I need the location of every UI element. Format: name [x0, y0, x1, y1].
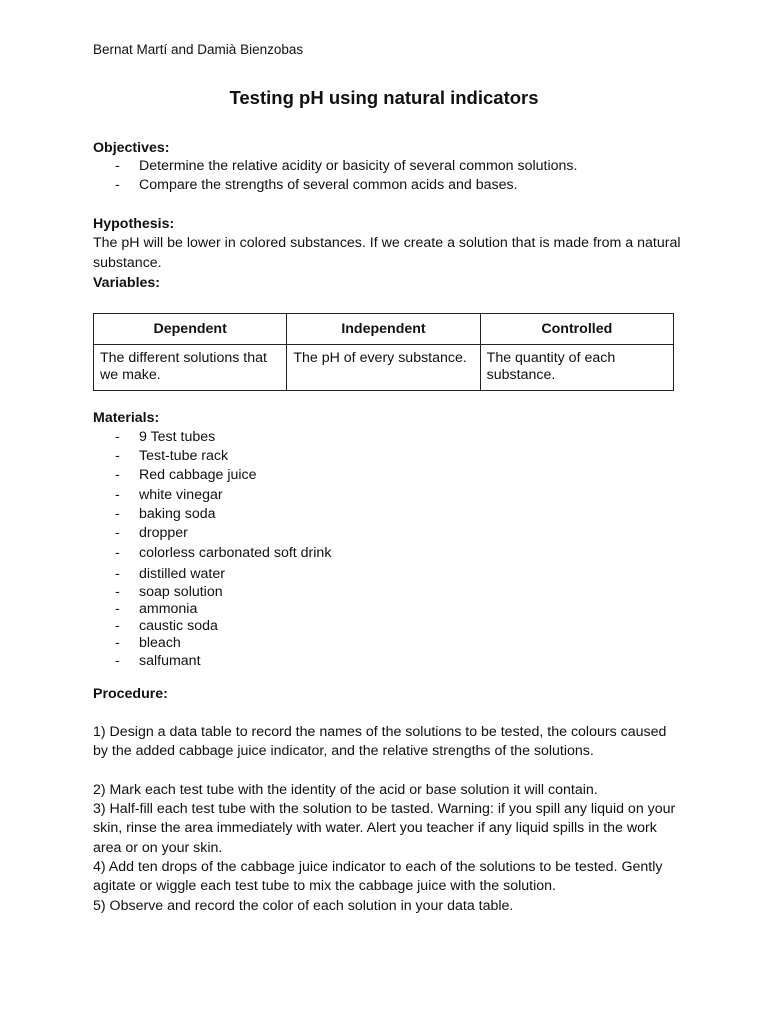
bullet-dash: - — [115, 505, 120, 522]
table-cell: The pH of every substance. — [287, 345, 480, 391]
bullet-dash: - — [115, 448, 120, 465]
variables-heading: Variables: — [93, 275, 161, 291]
procedure-step: 3) Half-fill each test tube with the solution to be tasted. Warning: if you spill any liquid on your skin, rinse the area immediately with water. Alert you teacher if any liquid spills in the work area or on your skin. — [93, 801, 676, 856]
list-item — [93, 157, 577, 176]
list-item — [93, 486, 331, 505]
procedure-step: 5) Observe and record the color of each solution in your data table. — [93, 898, 514, 914]
bullet-dash: - — [115, 158, 120, 174]
table-cell: The different solutions that we make. — [94, 345, 287, 391]
variables-table — [93, 313, 674, 391]
bullet-dash: - — [115, 618, 120, 635]
list-item — [93, 176, 577, 195]
list-item-text: colorless carbonated soft drink — [139, 545, 332, 562]
table-row — [94, 345, 674, 391]
list-item-text: white vinegar — [139, 486, 223, 503]
column-header-controlled: Controlled — [480, 314, 673, 345]
materials-heading: Materials: — [93, 410, 160, 426]
list-item — [93, 635, 331, 652]
bullet-dash: - — [115, 486, 120, 503]
objectives-list — [93, 157, 577, 195]
bullet-dash: - — [115, 653, 120, 670]
bullet-dash: - — [115, 429, 120, 445]
bullet-dash: - — [115, 467, 120, 484]
document-title: Testing pH using natural indicators — [229, 87, 539, 108]
list-item-text: baking soda — [139, 505, 216, 522]
list-item — [93, 447, 331, 466]
list-item-text: soap solution — [139, 584, 223, 601]
bullet-dash: - — [115, 177, 120, 193]
list-item — [93, 466, 331, 485]
list-item-text: Test-tube rack — [139, 448, 229, 465]
procedure-step: 1) Design a data table to record the names of the solutions to be tested, the colours caused by the added cabbage juice indicator, and the relative strengths of the solutions. — [93, 724, 667, 760]
hypothesis-heading: Hypothesis: — [93, 216, 175, 232]
column-header-dependent: Dependent — [94, 314, 287, 345]
procedure-heading: Procedure: — [93, 686, 168, 702]
author-line: Bernat Martí and Damià Bienzobas — [93, 42, 304, 57]
bullet-dash: - — [115, 635, 120, 652]
objectives-heading: Objectives: — [93, 140, 170, 156]
procedure-step: 4) Add ten drops of the cabbage juice indicator to each of the solutions to be tested. Gently agitate or wiggle each test tube to mix the cabbage juice with the solution. — [93, 859, 663, 895]
bullet-dash: - — [115, 584, 120, 601]
list-item-text: dropper — [139, 525, 188, 542]
table-header-row — [94, 314, 674, 345]
bullet-dash: - — [115, 545, 120, 562]
list-item-text: ammonia — [139, 601, 198, 618]
list-item-text: Red cabbage juice — [139, 467, 257, 484]
list-item-text: salfumant — [139, 653, 201, 670]
table-cell: The quantity of each substance. — [480, 345, 673, 391]
list-item-text: 9 Test tubes — [139, 429, 216, 445]
list-item — [93, 543, 331, 564]
list-item — [93, 601, 331, 618]
list-item — [93, 564, 331, 584]
bullet-dash: - — [115, 566, 120, 583]
materials-list — [93, 428, 331, 671]
list-item — [93, 584, 331, 601]
hypothesis-text: The pH will be lower in colored substances. If we create a solution that is made from a natural substance. — [93, 235, 681, 271]
list-item-text: caustic soda — [139, 618, 218, 635]
list-item — [93, 618, 331, 635]
list-item — [93, 505, 331, 524]
procedure-step: 2) Mark each test tube with the identity of the acid or base solution it will contain. — [93, 782, 598, 798]
list-item — [93, 652, 331, 671]
list-item-text: distilled water — [139, 566, 225, 583]
bullet-dash: - — [115, 525, 120, 542]
list-item-text: Compare the strengths of several common acids and bases. — [139, 177, 518, 193]
list-item — [93, 524, 331, 543]
column-header-independent: Independent — [287, 314, 480, 345]
list-item-text: bleach — [139, 635, 181, 652]
list-item — [93, 428, 331, 447]
list-item-text: Determine the relative acidity or basicity of several common solutions. — [139, 158, 578, 174]
bullet-dash: - — [115, 601, 120, 618]
